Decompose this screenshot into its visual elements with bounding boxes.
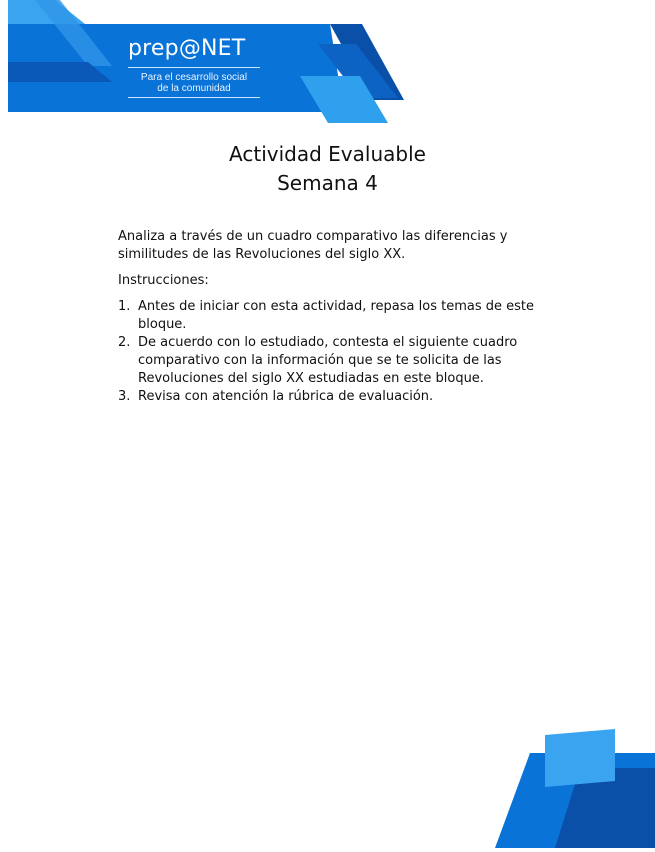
instructions-list [118, 298, 538, 406]
header-banner [0, 0, 420, 130]
footer-decoration [495, 723, 655, 848]
logo-tagline [128, 72, 260, 94]
list-item [118, 388, 538, 406]
logo-divider-bottom [128, 97, 260, 98]
step-number: 3. [118, 389, 131, 404]
title-line-2: Semana 4 [277, 171, 378, 195]
list-item [118, 334, 538, 388]
step-text: Antes de iniciar con esta actividad, repasa los temas de este bloque. [138, 299, 534, 332]
logo-tagline-line1: Para el cesarrollo social [140, 72, 248, 83]
logo-divider-top [128, 67, 260, 68]
activity-content [118, 228, 538, 406]
title-line-1: Actividad Evaluable [229, 142, 426, 166]
logo [128, 36, 278, 98]
step-number: 1. [118, 299, 131, 314]
footer-decoration-graphic [495, 723, 655, 848]
logo-wordmark: prep@NET [128, 36, 246, 61]
step-text: Revisa con atención la rúbrica de evaluación. [138, 389, 434, 404]
step-number: 2. [118, 335, 131, 350]
instructions-label: Instrucciones: [118, 273, 209, 288]
intro-paragraph: Analiza a través de un cuadro comparativo las diferencias y similitudes de las Revoluciones del siglo XX. [118, 229, 508, 262]
list-item [118, 298, 538, 334]
step-text: De acuerdo con lo estudiado, contesta el siguiente cuadro comparativo con la información que se te solicita de las Revoluciones del siglo XX estudiadas en este bloque. [138, 335, 518, 386]
page-title [0, 140, 655, 198]
logo-tagline-line2: de la comunidad [157, 83, 231, 94]
